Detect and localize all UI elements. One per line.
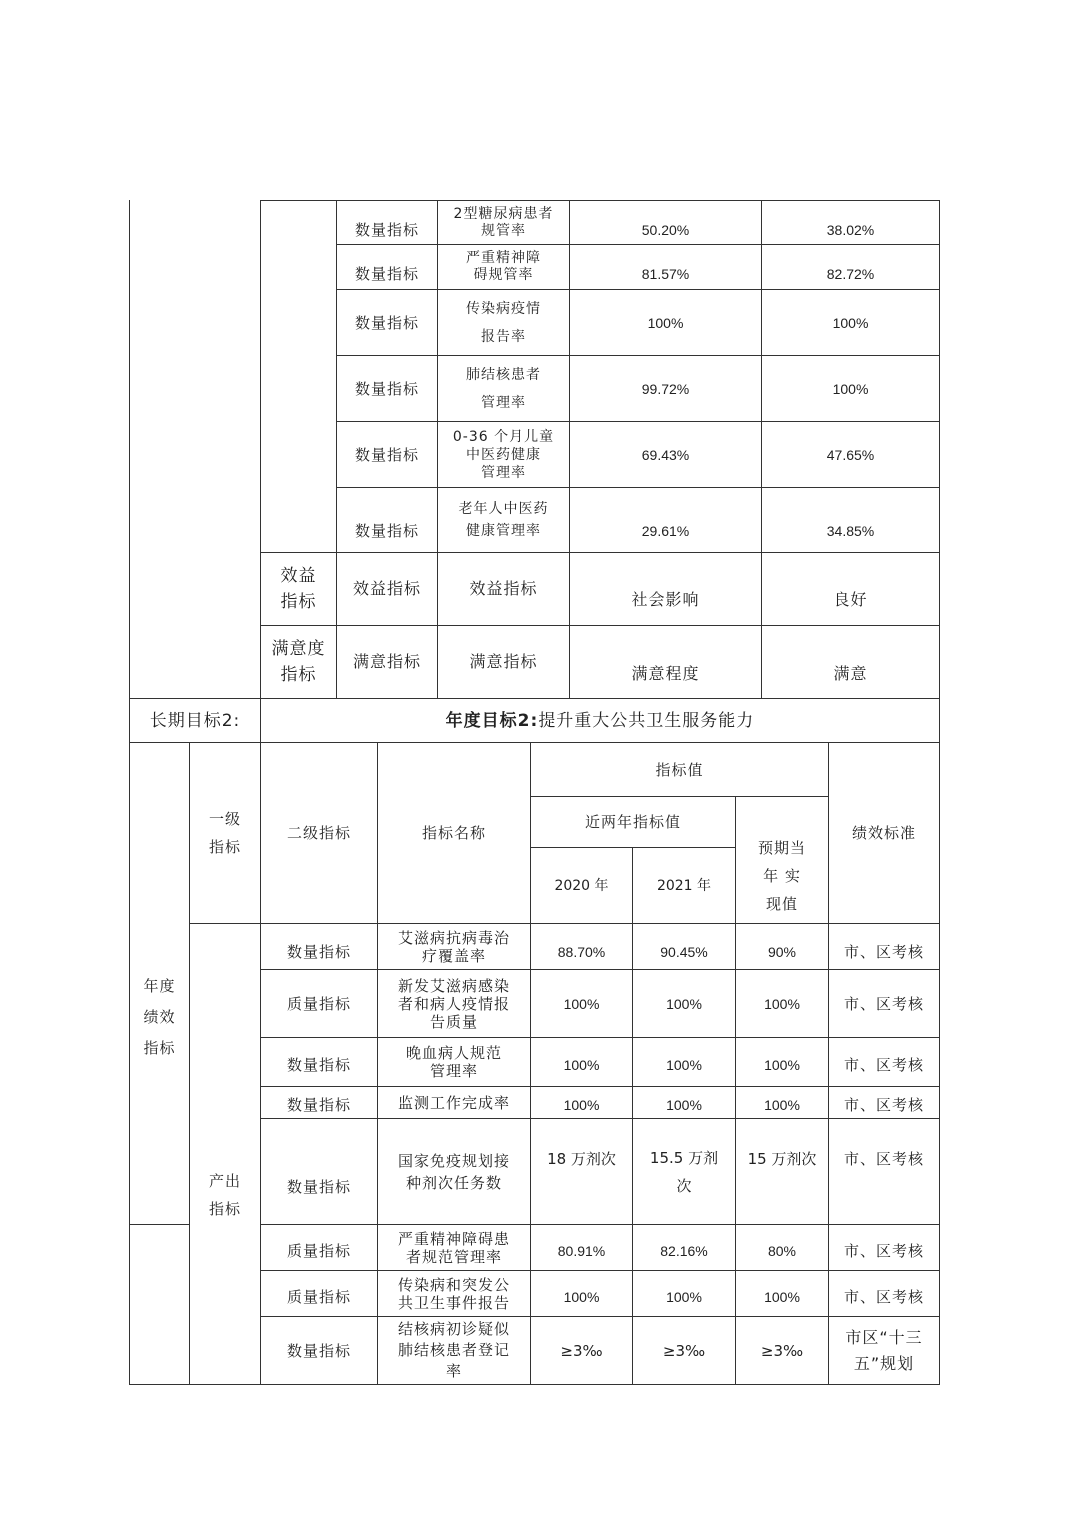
- header-2021: 2021 年: [656, 877, 712, 894]
- header-standard: 绩效标准: [851, 824, 916, 842]
- value-2020: 100%: [563, 1057, 600, 1073]
- value-2020: 18 万剂次: [547, 1150, 616, 1168]
- value-cell: 50.20%: [641, 222, 690, 238]
- value-cell: 满意: [833, 664, 868, 683]
- value-cell: 29.61%: [641, 523, 690, 539]
- value-2021: ≥3‰: [662, 1341, 706, 1360]
- value-cell: 100%: [832, 380, 869, 397]
- category-cell: 数量指标: [286, 1178, 351, 1196]
- value-2020: 80.91%: [557, 1243, 606, 1259]
- standard-cell: 市、区考核: [843, 942, 924, 961]
- value-cell: 100%: [832, 314, 869, 331]
- level1-benefit: 效益 指标: [280, 566, 317, 612]
- value-cell: 100%: [647, 314, 684, 331]
- annual-goal-text: 提升重大公共卫生服务能力: [538, 710, 755, 731]
- category-cell: 质量指标: [286, 1242, 351, 1260]
- value-2020: ≥3‰: [560, 1341, 603, 1360]
- standard-cell: 市、区考核: [843, 994, 924, 1013]
- category-cell: 数量指标: [354, 313, 419, 332]
- value-expected: 15 万剂次: [747, 1150, 817, 1168]
- value-cell: 99.72%: [641, 380, 690, 397]
- level2-benefit: 效益指标: [352, 579, 421, 598]
- indicator-name: 2型糖尿病患者 规管率: [453, 205, 554, 239]
- indicator-name: 新发艾滋病感染 者和病人疫情报 告质量: [397, 976, 510, 1031]
- value-2021: 82.16%: [660, 1243, 708, 1259]
- value-cell: 34.85%: [826, 523, 875, 539]
- category-cell: 数量指标: [354, 264, 419, 283]
- category-cell: 数量指标: [286, 1341, 351, 1360]
- level2-satisfaction: 满意指标: [352, 652, 421, 671]
- value-expected: 100%: [764, 1096, 800, 1113]
- value-2020: 88.70%: [557, 943, 606, 960]
- category-cell: 质量指标: [286, 994, 351, 1013]
- value-cell: 69.43%: [641, 446, 690, 463]
- indicator-name: 监测工作完成率: [397, 1093, 510, 1112]
- header-recent-two: 近两年指标值: [584, 813, 681, 831]
- header-2020: 2020 年: [554, 877, 609, 894]
- annual-goal: [261, 699, 939, 742]
- category-cell: 数量指标: [354, 379, 419, 398]
- value-cell: 满意程度: [631, 664, 700, 683]
- indicator-name: 晚血病人规范 管理率: [405, 1044, 502, 1080]
- value-expected: ≥3‰: [760, 1341, 804, 1360]
- indicator-name: 传染病和突发公 共卫生事件报告: [397, 1275, 510, 1312]
- header-indicator-value: 指标值: [655, 760, 704, 779]
- output-indicator-label: 产出 指标: [208, 1172, 241, 1218]
- category-cell: 数量指标: [286, 942, 351, 961]
- long-term-goal: 长期目标2:: [149, 710, 241, 731]
- standard-cell: 市区“十三 五”规划: [845, 1327, 923, 1373]
- standard-cell: 市、区考核: [843, 1095, 924, 1114]
- indicator-name: 国家免疫规划接 种剂次任务数: [397, 1151, 510, 1192]
- value-cell: 良好: [833, 590, 868, 609]
- indicator-name: 严重精神障碍患 者规范管理率: [397, 1229, 510, 1266]
- value-2021: 15.5 万剂 次: [649, 1148, 719, 1195]
- category-cell: 数量指标: [286, 1056, 351, 1074]
- standard-cell: 市、区考核: [843, 1056, 924, 1074]
- value-2021: 100%: [666, 1289, 702, 1305]
- annual-indicator-label: 年度 绩效 指标: [143, 977, 176, 1057]
- value-expected: 100%: [764, 1289, 800, 1305]
- value-cell: 81.57%: [641, 265, 690, 282]
- value-cell: 社会影响: [631, 590, 700, 609]
- level1-satisfaction: 满意度 指标: [271, 639, 326, 685]
- indicator-name: 满意指标: [469, 652, 538, 671]
- indicator-name: 肺结核患者 管理率: [466, 366, 541, 411]
- indicator-name: 结核病初诊疑似 肺结核患者登记 率: [397, 1320, 510, 1380]
- indicator-name: 老年人中医药 健康管理率: [458, 501, 549, 539]
- value-expected: 80%: [767, 1243, 797, 1259]
- standard-cell: 市、区考核: [843, 1288, 924, 1306]
- category-cell: 质量指标: [286, 1288, 351, 1306]
- indicator-name: 传染病疫情 报告率: [466, 300, 541, 345]
- standard-cell: 市、区考核: [843, 1150, 924, 1168]
- value-2021: 100%: [666, 1057, 702, 1073]
- category-cell: 数量指标: [354, 221, 419, 239]
- standard-cell: 市、区考核: [843, 1242, 924, 1260]
- indicator-name: 艾滋病抗病毒治 疗覆盖率: [397, 928, 510, 965]
- indicator-name: 0-36 个月儿童 中医药健康 管理率: [452, 428, 555, 481]
- value-2020: 100%: [563, 1289, 600, 1305]
- header-level2: 二级指标: [286, 824, 351, 842]
- value-cell: 82.72%: [826, 265, 875, 282]
- value-2020: 100%: [563, 1096, 600, 1113]
- value-2021: 90.45%: [660, 943, 708, 960]
- header-level1: 一级 指标: [208, 810, 241, 856]
- indicator-name: 严重精神障 碍规管率: [466, 250, 541, 283]
- value-2021: 100%: [666, 1096, 702, 1113]
- value-cell: 38.02%: [826, 222, 875, 238]
- value-expected: 100%: [764, 995, 800, 1012]
- value-cell: 47.65%: [826, 446, 875, 463]
- value-2020: 100%: [563, 995, 600, 1012]
- category-cell: 数量指标: [354, 445, 419, 464]
- annual-goal-label: 年度目标2:: [445, 710, 539, 731]
- header-name: 指标名称: [421, 824, 486, 842]
- value-expected: 90%: [767, 943, 797, 960]
- header-expected: 预期当 年 实 现值: [757, 838, 806, 913]
- category-cell: 数量指标: [354, 522, 419, 540]
- value-2021: 100%: [666, 995, 702, 1012]
- value-expected: 100%: [764, 1057, 800, 1073]
- category-cell: 数量指标: [286, 1095, 351, 1114]
- indicator-name: 效益指标: [469, 579, 538, 598]
